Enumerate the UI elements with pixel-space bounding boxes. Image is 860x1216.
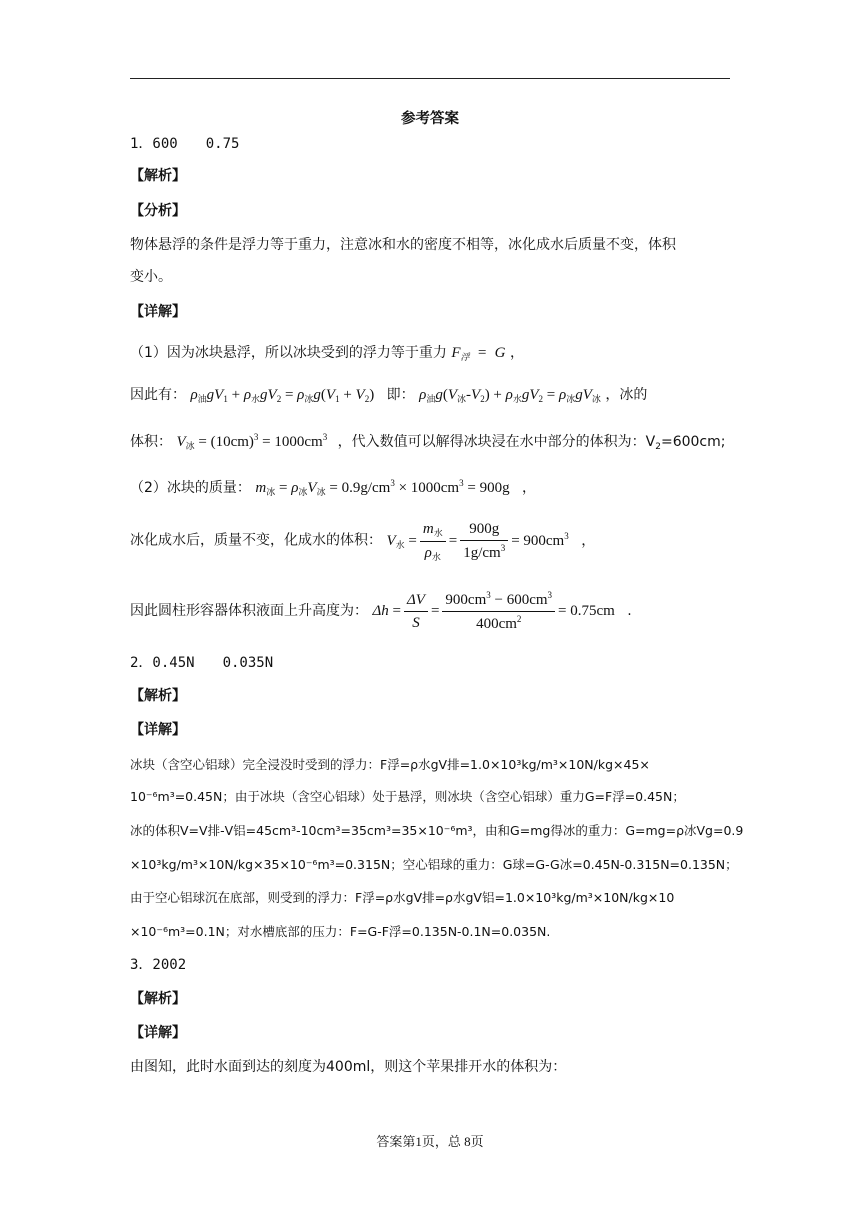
q1-step-6-equation: Δh = $\frac{\Delta V}{S}$ = $\frac{900cm^3 - 600cm^3}{400cm^2}$ = 0.75cm bbox=[372, 590, 615, 632]
q1-step-2-end: ，冰的 bbox=[605, 387, 648, 403]
q2-text-line-3: 冰的体积V=V排-V铝=45cm³-10cm³=35cm³=35×10⁻⁶m³，由和G=mg得冰的重力：G=mg=ρ冰Vg=0.9 bbox=[130, 823, 744, 838]
q1-fenxi-text-2: 变小。 bbox=[130, 269, 172, 285]
q1-xiangjie-label: 【详解】 bbox=[130, 304, 186, 320]
q1-step-6-prefix: 因此圆柱形容器体积液面上升高度为： bbox=[130, 602, 368, 619]
q1-step-5-prefix: 冰化成水后，质量不变，化成水的体积： bbox=[130, 532, 382, 549]
page-footer: 答案第1页，总 8页 bbox=[376, 1134, 484, 1149]
q1-step-4-prefix: （2）冰块的质量： bbox=[130, 480, 251, 496]
q1-step-1-end: ， bbox=[509, 345, 524, 361]
q1-step-6 bbox=[130, 590, 632, 633]
q1-step-2-equation-2: $\rho_油g(V_冰-V_2) + \rho_水gV_2 = \rho_冰gV_冰$ bbox=[419, 387, 601, 404]
q1-step-4 bbox=[130, 478, 536, 498]
q3-xiangjie-label: 【详解】 bbox=[130, 1025, 186, 1041]
q2-answer: 2．0.45N 0.035N bbox=[130, 655, 274, 671]
q3-jiexi-label: 【解析】 bbox=[130, 991, 186, 1007]
page-title: 参考答案 bbox=[401, 111, 459, 127]
q1-step-2-equation-1: $\rho_油gV_1 + \rho_水gV_2 = \rho_冰g(V_1 + V_2)$ bbox=[190, 387, 375, 404]
q1-step-5-end: ， bbox=[581, 532, 596, 549]
q1-step-4-equation: $m_冰 = \rho_冰V_冰 = 0.9g/cm^3 \times 1000cm^3 = 900g$ bbox=[255, 478, 510, 497]
q1-step-3-end: =600cm; bbox=[660, 434, 726, 450]
q1-fenxi-text-1: 物体悬浮的条件是浮力等于重力，注意冰和水的密度不相等，冰化成水后质量不变，体积 bbox=[130, 237, 676, 253]
q1-step-1-equation: $F_浮 = G$ bbox=[451, 345, 506, 362]
q1-step-2 bbox=[130, 386, 647, 405]
q1-step-3-prefix: 体积： bbox=[130, 434, 172, 450]
q1-step-3-text: ，代入数值可以解得冰块浸在水中部分的体积为：V bbox=[337, 434, 656, 450]
q3-answer: 3．2002 bbox=[130, 957, 187, 973]
q1-step-3 bbox=[130, 432, 726, 453]
q1-step-6-end: . bbox=[627, 602, 632, 619]
q2-jiexi-label: 【解析】 bbox=[130, 688, 186, 704]
q2-text-line-4: ×10³kg/m³×10N/kg×35×10⁻⁶m³=0.315N；空心铝球的重力：G球=G-G冰=0.45N-0.315N=0.135N； bbox=[130, 857, 738, 872]
q1-step-3-equation: $V_冰 = (10cm)^3 = 1000cm^3$ bbox=[176, 432, 328, 451]
q2-xiangjie-label: 【详解】 bbox=[130, 722, 186, 738]
q1-step-1 bbox=[130, 344, 524, 363]
q3-text-line-1: 由图知，此时水面到达的刻度为400ml，则这个苹果排开水的体积为： bbox=[130, 1059, 567, 1075]
q1-fenxi-label: 【分析】 bbox=[130, 203, 186, 219]
q2-text-line-2: 10⁻⁶m³=0.45N；由于冰块（含空心铝球）处于悬浮，则冰块（含空心铝球）重力G=F浮=0.45N； bbox=[130, 789, 685, 804]
q2-text-line-1: 冰块（含空心铝球）完全浸没时受到的浮力：F浮=ρ水gV排=1.0×10³kg/m³×10N/kg×45× bbox=[130, 757, 650, 772]
q1-step-3-sub: 2 bbox=[655, 442, 661, 452]
header-rule bbox=[130, 78, 730, 79]
q1-step-4-end: ， bbox=[522, 480, 537, 496]
q1-step-5 bbox=[130, 520, 595, 563]
q2-text-line-5: 由于空心铝球沉在底部，则受到的浮力：F浮=ρ水gV排=ρ水gV铝=1.0×10³kg/m³×10N/kg×10 bbox=[130, 890, 675, 905]
q1-step-2-mid: 即： bbox=[386, 387, 415, 403]
q1-step-1-text: （1）因为冰块悬浮，所以冰块受到的浮力等于重力 bbox=[130, 345, 447, 361]
q1-step-2-prefix: 因此有： bbox=[130, 387, 186, 403]
q1-answer: 1．600 0.75 bbox=[130, 136, 240, 152]
q1-jiexi-label: 【解析】 bbox=[130, 168, 186, 184]
q1-step-5-equation: $V_水$ = $\frac{m_水}{\rho_水}$ = $\frac{900g}{1g/cm^3}$ = $900cm^3$ bbox=[386, 521, 569, 562]
q2-text-line-6: ×10⁻⁶m³=0.1N；对水槽底部的压力：F=G-F浮=0.135N-0.1N=0.035N. bbox=[130, 924, 551, 939]
